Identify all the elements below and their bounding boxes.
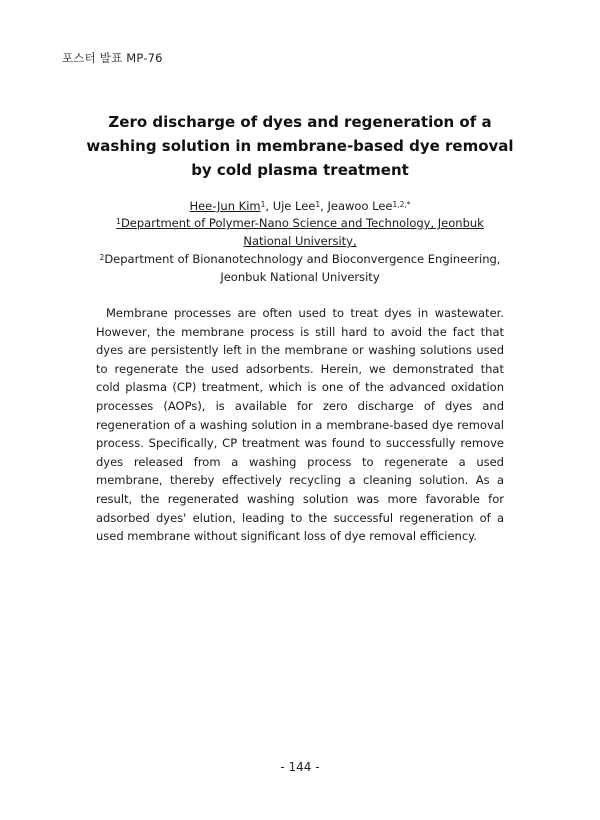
author-name: Uje Lee — [272, 199, 316, 213]
affiliation-text: Department of Bionanotechnology and Bioconvergence Engineering, Jeonbuk National University — [104, 252, 501, 284]
author-name: Hee-Jun Kim — [189, 199, 261, 213]
author-name: Jeawoo Lee — [327, 199, 393, 213]
author-affiliation-mark: 1,2,* — [392, 200, 411, 209]
page-number: - 144 - — [280, 760, 320, 774]
affiliation-mark: 2 — [99, 253, 105, 262]
paper-title: Zero discharge of dyes and regeneration of a washing solution in membrane-based dye removal by cold plasma treatment — [86, 113, 514, 179]
session-label: 포스터 발표 MP-76 — [62, 51, 163, 65]
author-separator: , — [320, 199, 328, 213]
author-affiliation-mark: 1 — [315, 200, 321, 209]
affiliation-mark: 1 — [116, 217, 121, 226]
affiliation-2 — [92, 250, 508, 286]
author-separator: , — [265, 199, 273, 213]
affiliation-1 — [92, 214, 508, 250]
affiliation-text: Department of Polymer-Nano Science and Technology, Jeonbuk National University, — [120, 216, 484, 248]
abstract-body: Membrane processes are often used to treat dyes in wastewater. However, the membrane process is still hard to avoid the fact that dyes are persistently left in the membrane or washing solutions used to regenerate the used adsorbents. Herein, we demonstrated that cold plasma (CP) treatment, which is one of the advanced oxidation processes (AOPs), is available for zero discharge of dyes and regeneration of a washing solution in a membrane-based dye removal process. Specifically, CP treatment was found to successfully remove dyes released from a washing process to regenerate a used membrane, thereby effectively recycling a cleaning solution. As a result, the regenerated washing solution was more favorable for adsorbed dyes' elution, leading to the successful regeneration of a used membrane without significant loss of dye removal efficiency. — [96, 306, 504, 544]
author-list — [80, 197, 520, 215]
author-affiliation-mark: 1 — [260, 200, 266, 209]
